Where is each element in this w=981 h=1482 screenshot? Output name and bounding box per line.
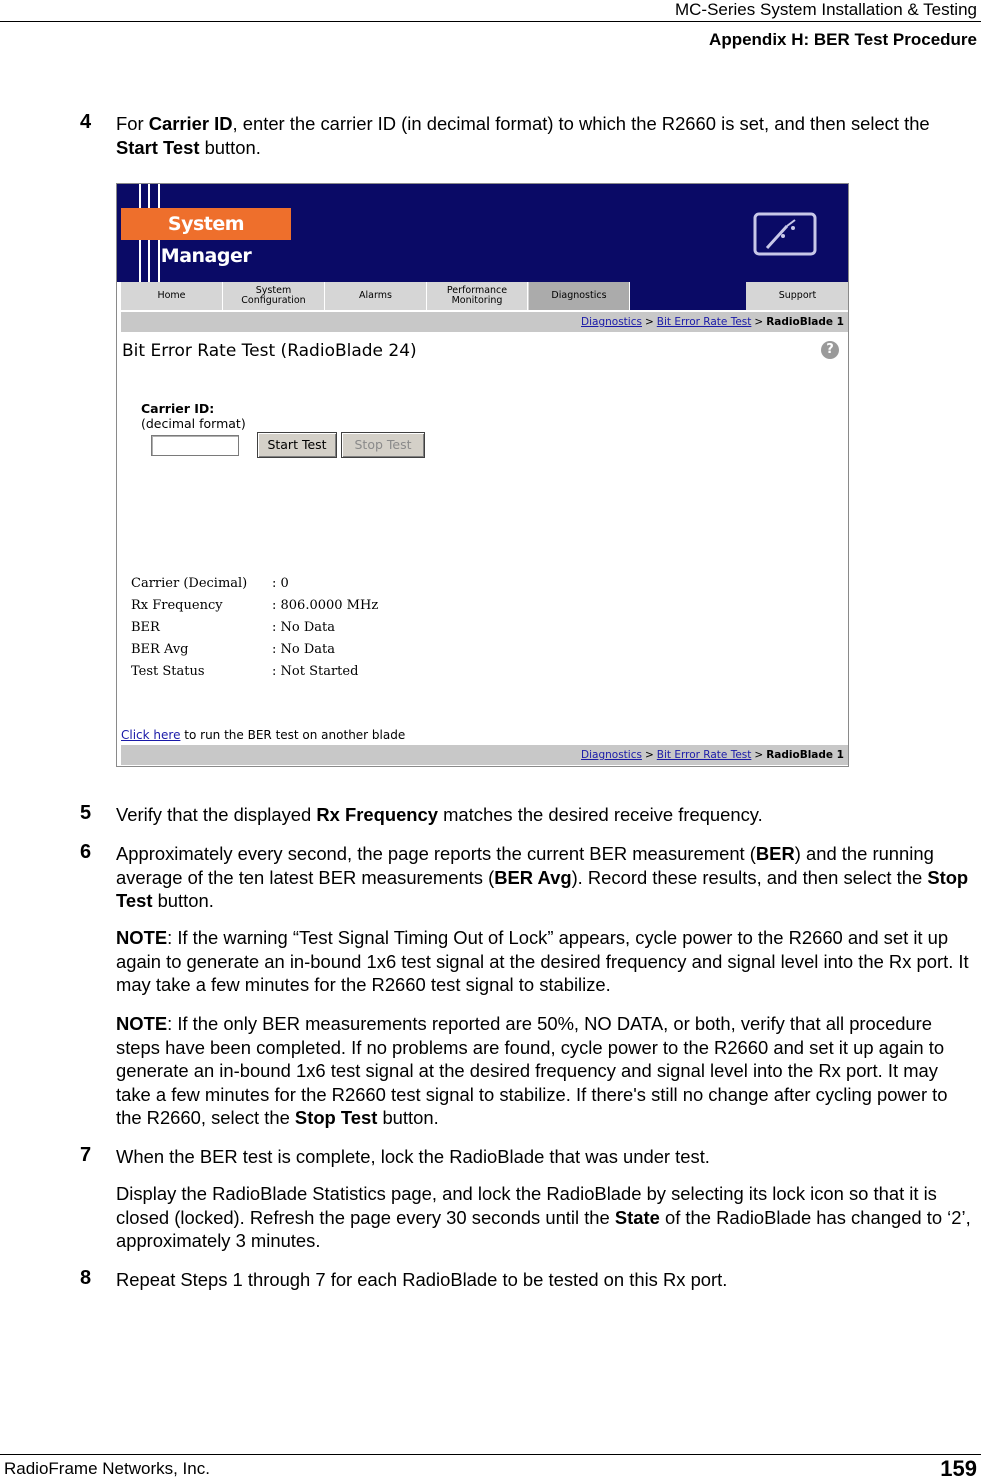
- app-banner: [117, 184, 848, 282]
- note-timing-out-of-lock: [116, 926, 976, 997]
- carrier-id-input[interactable]: [151, 435, 239, 456]
- step-4: [80, 111, 976, 159]
- other-blade-text: to run the BER test on another blade: [180, 728, 406, 742]
- stat-value: : 0: [272, 576, 289, 591]
- breadcrumb-bottom: [121, 745, 848, 765]
- stat-label: BER: [131, 620, 160, 635]
- page-number: 159: [940, 1456, 977, 1481]
- stat-label: Carrier (Decimal): [131, 576, 248, 591]
- nav-tabs: [121, 282, 848, 310]
- breadcrumb-diagnostics-link[interactable]: Diagnostics: [581, 316, 642, 328]
- breadcrumb-current: RadioBlade 1: [766, 749, 844, 761]
- other-blade-row: [121, 728, 405, 742]
- step-number: 7: [80, 1144, 92, 1166]
- step-bold: Carrier ID: [148, 113, 233, 134]
- help-icon[interactable]: ?: [821, 341, 839, 359]
- note-text: : If the warning “Test Signal Timing Out of Lock” appears, cycle power to the R2660 and set it up again to generate an in-bound 1x6 test signal at the desired frequency and signal level into the Rx port. It may take a few minutes for the R2660 test signal to stabilize.: [116, 927, 969, 995]
- step-text: Approximately every second, the page reports the current BER measurement (: [116, 843, 756, 864]
- page-title: Bit Error Rate Test (RadioBlade 24): [122, 341, 417, 361]
- step-5: [80, 802, 976, 827]
- step-bold: BER Avg: [494, 866, 572, 888]
- step-text: , enter the carrier ID (in decimal format) to which the R2660 is set, and then select the: [232, 113, 930, 134]
- step-bold: Stop Test: [294, 1107, 378, 1128]
- step-7-detail: [116, 1182, 976, 1253]
- tab-support[interactable]: Support: [778, 290, 817, 301]
- stat-label: BER Avg: [131, 642, 189, 657]
- step-text: Display the RadioBlade Statistics page, and lock the RadioBlade by selecting its lock icon so that it is closed (locked). Refresh the page every 30 seconds until the: [116, 1183, 937, 1228]
- nav-spacer: [630, 282, 746, 310]
- stop-test-button[interactable]: Stop Test: [341, 432, 425, 458]
- breadcrumb-separator: >: [644, 316, 654, 328]
- step-text: of the RadioBlade has changed to ‘2’, approximately 3 minutes.: [116, 1206, 971, 1251]
- note-text: button.: [377, 1107, 439, 1128]
- step-number: 5: [80, 802, 92, 824]
- note-label: NOTE: [116, 927, 168, 948]
- breadcrumb: [121, 312, 848, 332]
- system-manager-screenshot: [116, 183, 849, 767]
- breadcrumb-separator: >: [644, 749, 654, 761]
- step-number: 6: [80, 841, 92, 863]
- note-no-data: [116, 1012, 976, 1130]
- stat-label: Rx Frequency: [131, 598, 223, 613]
- click-here-link[interactable]: Click here: [121, 728, 181, 742]
- document-section: Appendix H: BER Test Procedure: [709, 30, 977, 49]
- header-rule: [0, 21, 981, 22]
- step-8: [80, 1267, 976, 1292]
- breadcrumb-current: RadioBlade 1: [766, 316, 844, 328]
- step-text: matches the desired receive frequency.: [438, 804, 763, 825]
- stat-value: : No Data: [272, 620, 335, 635]
- step-bold: State: [614, 1206, 660, 1228]
- stat-label: Test Status: [131, 664, 205, 679]
- stat-value: : 806.0000 MHz: [272, 598, 379, 613]
- document-title: MC-Series System Installation & Testing: [674, 0, 977, 19]
- start-test-button[interactable]: Start Test: [257, 432, 337, 458]
- tab-system-configuration[interactable]: System Configuration: [223, 282, 325, 310]
- stat-value: : Not Started: [272, 664, 359, 679]
- note-text: : If the only BER measurements reported are 50%, NO DATA, or both, verify that all procedure steps have been completed. If no problems are found, cycle power to the R2660 and set it up again to generate an in-bound 1x6 test signal at the desired frequency and signal level into the Rx port. It may take a few minutes for the R2660 test signal to stabilize. If there's still no change after cycling power to the R2660, select the: [116, 1013, 948, 1128]
- step-text: Repeat Steps 1 through 7 for each RadioBlade to be tested on this Rx port.: [116, 1269, 728, 1290]
- breadcrumb-separator: >: [754, 749, 764, 761]
- step-7: [80, 1144, 976, 1169]
- step-6: [80, 841, 976, 913]
- step-bold: Rx Frequency: [316, 804, 438, 825]
- tab-alarms[interactable]: Alarms: [325, 282, 427, 310]
- breadcrumb-ber-link[interactable]: Bit Error Rate Test: [656, 749, 752, 761]
- step-bold: Start Test: [116, 136, 200, 158]
- tab-performance-monitoring[interactable]: Performance Monitoring: [427, 282, 528, 310]
- step-bold: BER: [755, 843, 795, 864]
- breadcrumb-diagnostics-link[interactable]: Diagnostics: [581, 749, 642, 761]
- step-text: button.: [199, 136, 261, 158]
- footer-company: RadioFrame Networks, Inc.: [4, 1459, 210, 1478]
- step-text: When the BER test is complete, lock the RadioBlade that was under test.: [116, 1146, 710, 1167]
- footer-rule: [0, 1454, 981, 1455]
- note-label: NOTE: [116, 1013, 168, 1034]
- stat-value: : No Data: [272, 642, 335, 657]
- carrier-id-label: Carrier ID:: [141, 401, 215, 416]
- tab-diagnostics[interactable]: Diagnostics: [529, 282, 630, 310]
- step-text: ). Record these results, and then select the: [571, 866, 928, 888]
- step-text: ) and the running average of the ten latest BER measurements (: [116, 843, 934, 888]
- step-number: 8: [80, 1267, 92, 1289]
- step-text: For: [116, 113, 149, 134]
- system-manager-logo: System Manager: [121, 208, 291, 240]
- carrier-id-format-label: (decimal format): [141, 416, 246, 431]
- step-text: button.: [152, 890, 214, 911]
- breadcrumb-separator: >: [754, 316, 764, 328]
- breadcrumb-ber-link[interactable]: Bit Error Rate Test: [656, 316, 752, 328]
- step-bold: Stop Test: [116, 866, 969, 911]
- step-number: 4: [80, 111, 92, 133]
- tab-home[interactable]: Home: [121, 282, 223, 310]
- brand-antenna-icon: [753, 210, 819, 258]
- step-text: Verify that the displayed: [116, 804, 317, 825]
